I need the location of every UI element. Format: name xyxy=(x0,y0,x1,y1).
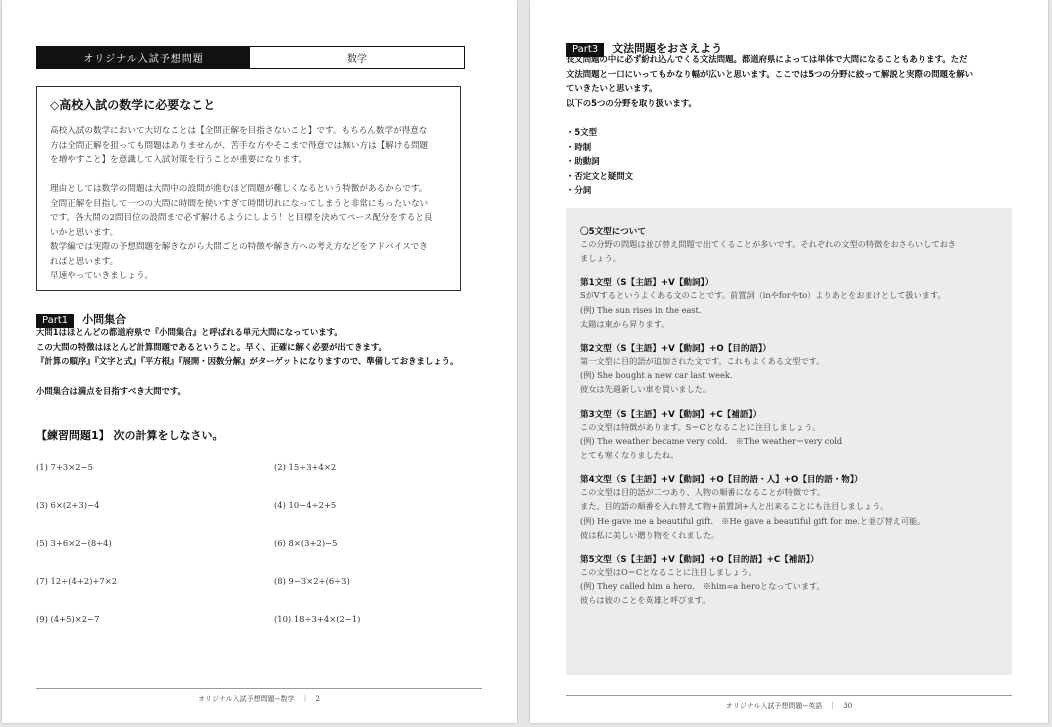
pattern-4: 第4文型（S【主語】+V【動詞】+O【目的語・人】+O【目的語・物】） この文型は目的語が二つあり、人物の順番になることが特徴です。 また、目的語の順番を入れ替えて物+前置詞+人と出来ることにも注目しましょう。 (例) He gave me a beautiful gift. ※He gave a beautiful gift for me.と並び替え可能。 彼は私に美しい贈り物をくれました。 xyxy=(580,475,926,540)
part-badge: Part1 xyxy=(36,314,74,328)
section-intro: この分野の問題は並び替え問題で出てくることが多いです。それぞれの文型の特徴をおさらいしておき ましょう。 xyxy=(580,239,956,264)
part-title: 小問集合 xyxy=(82,313,127,326)
part-title: 文法問題をおさえよう xyxy=(612,42,723,55)
header-title: オリジナル入試予想問題 xyxy=(37,47,250,68)
problem-7: (7) 12÷(4+2)+7×2 xyxy=(36,576,118,586)
part-badge: Part3 xyxy=(566,43,604,57)
info-paragraph-1: 高校入試の数学において大切なことは【全問正解を目指さないこと】です。もちろん数学が得意な 方は全問正解を狙っても問題はありませんが、苦手な方やそこまで得意では無い方は【解ける問題 を増やすこと】を意識して入試対策を行うことが重要になります。 xyxy=(50,126,429,165)
grammar-content xyxy=(580,225,1008,608)
page-header xyxy=(36,46,465,69)
part1-description: 大問1はほとんどの都道府県で『小問集合』と呼ばれる単元大問になっています。 この大問の特徴はほとんど計算問題であるということ。早く、正確に解く必要が出てきます。 『計算の順序』『文字と式』『平方根』『展開・因数分解』がターゲットになりますので、準備しておきましょう。 xyxy=(36,327,459,366)
list-item: ・分詞 xyxy=(566,185,592,195)
problem-5: (5) 3+6×2−(8÷4) xyxy=(36,538,112,548)
list-item: ・助動詞 xyxy=(566,156,600,166)
footer-divider xyxy=(566,695,1012,696)
header-subject: 数学 xyxy=(347,54,367,65)
section-title: 〇5文型について xyxy=(580,227,646,237)
footer-divider xyxy=(36,688,482,689)
topic-list xyxy=(566,125,633,198)
problem-4: (4) 10−4÷2+5 xyxy=(274,500,337,510)
page-footer: オリジナル入試予想問題−英語 ｜ 30 xyxy=(725,702,853,710)
exercise-title: 【練習問題1】 次の計算をしなさい。 xyxy=(36,429,224,442)
problem-10: (10) 18÷3+4×(2−1) xyxy=(274,614,361,624)
problem-9: (9) (4+5)×2−7 xyxy=(36,614,100,624)
list-item: ・否定文と疑問文 xyxy=(566,170,633,181)
problem-6: (6) 8×(3+2)−5 xyxy=(274,538,338,548)
pattern-3: 第3文型（S【主語】+V【動詞】+C【補語】） この文型は特徴があります。S＝Cとなることに注目しましょう。 (例) The weather became very cold. ※The weather＝very cold とても寒くなりましたね。 xyxy=(580,409,843,461)
list-item: ・時制 xyxy=(566,141,592,152)
problem-3: (3) 6×(2+3)−4 xyxy=(36,500,100,510)
pattern-2: 第2文型（S【主語】+V【動詞】+O【目的語】） 第一文型に目的語が追加された文です。これもよくある文型です。 (例) She bought a new car last week. 彼女は先週新しい車を買いました。 xyxy=(580,344,825,395)
info-box-title: ◇高校入試の数学に必要なこと xyxy=(50,98,216,112)
problem-2: (2) 15÷3+4×2 xyxy=(274,462,337,472)
list-item: ・5文型 xyxy=(566,127,597,137)
problem-1: (1) 7+3×2−5 xyxy=(36,462,93,472)
page-footer: オリジナル入試予想問題−数学 ｜ 2 xyxy=(198,695,320,703)
right-page xyxy=(530,0,1048,723)
problem-8: (8) 9−3×2+(6÷3) xyxy=(274,576,350,586)
info-paragraph-2: 理由としては数学の問題は大問中の設問が進むほど問題が難しくなるという特徴があるからです。 全問正解を目指して一つの大問に時間を使いすぎて時間切れになってしまうと非常にもったいない です。各大問の2問目位の設問まで必ず解けるようにしよう！と目標を決めてペース配分をすると良 いかと思います。 数学編では実際の予想問題を解きながら大問ごとの特徴や解き方への考え方などをアドバイスでき ればと思います。 早速やっていきましょう。 xyxy=(50,184,433,281)
part1-note: 小問集合は満点を目指すべき大問です。 xyxy=(36,386,186,396)
left-page xyxy=(2,0,517,723)
part3-intro: 長文問題の中に必ず紛れ込んでくる文法問題。都道府県によっては単体で大問になることもあります。ただ 文法問題と一口にいってもかなり幅が広いと思います。ここでは5つの分野に絞って解説と実際の問題を解い ていきたいと思います。 以下の5つの分野を取り扱います。 xyxy=(566,54,974,108)
pattern-5: 第5文型（S【主語】+V【動詞】+O【目的語】+C【補語】） この文型はO＝Cとなることに注目しましょう。 (例) They called him a hero. ※him=a heroとなっています。 彼らは彼のことを英雄と呼びます。 xyxy=(580,555,825,606)
pattern-1: 第1文型（S【主語】+V【動詞】） SがVするというよくある文のことです。前置詞（inやforやto）よりあとをおまけとして扱います。 (例) The sun rises in the east. 太陽は東から昇ります。 xyxy=(580,278,946,329)
